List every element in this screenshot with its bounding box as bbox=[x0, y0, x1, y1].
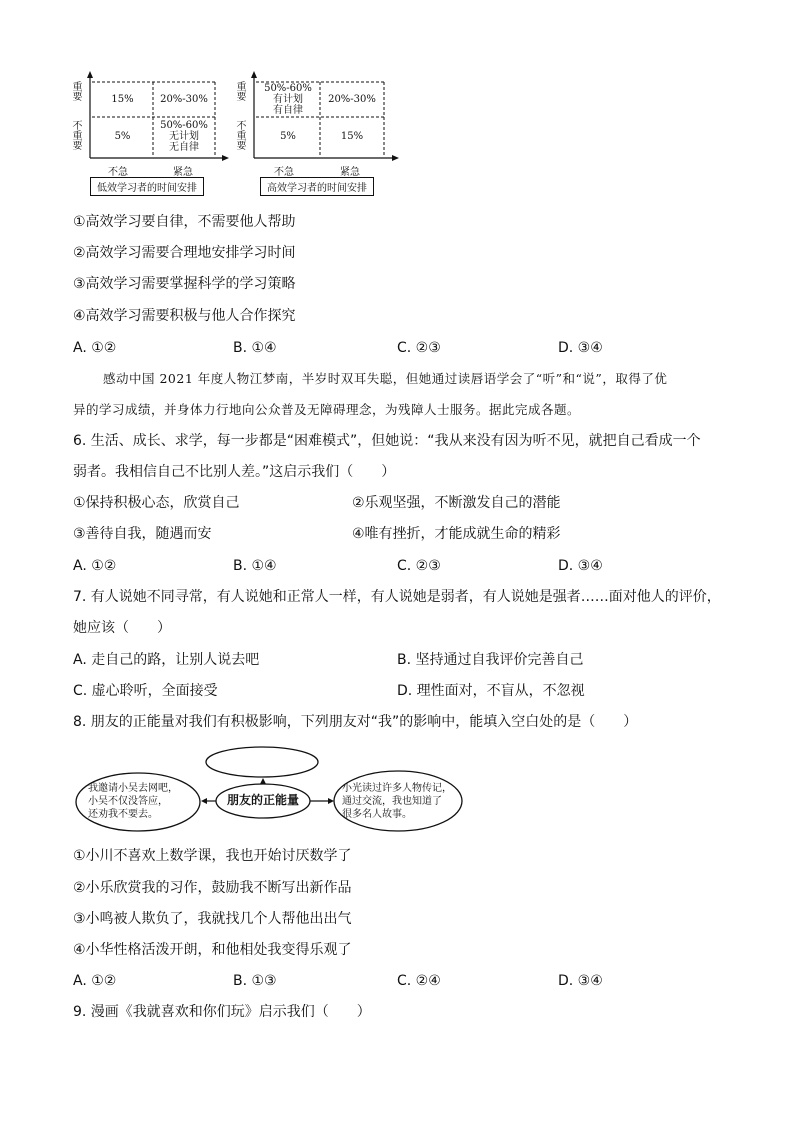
q6-option-d[interactable]: D. ③④ bbox=[558, 558, 603, 574]
x-label-urgent: 紧急 bbox=[173, 167, 193, 178]
cell-line: 无自律 bbox=[169, 142, 199, 153]
q7-option-d[interactable]: D. 理性面对，不盲从，不忽视 bbox=[397, 683, 585, 699]
cell-unimportant-not-urgent: 5% bbox=[280, 131, 296, 142]
diagram-left-line: 我邀请小吴去网吧， bbox=[88, 783, 178, 794]
q8-option-a[interactable]: A. ①② bbox=[73, 973, 117, 989]
q8-statement-2: ②小乐欣赏我的习作，鼓励我不断写出新作品 bbox=[73, 880, 352, 896]
passage-line-2: 异的学习成绩，并身体力行地向公众普及无障碍理念，为残障人士服务。据此完成各题。 bbox=[73, 402, 581, 417]
q8-stem: 8. 朋友的正能量对我们有积极影响，下列朋友对“我”的影响中，能填入空白处的是（ ） bbox=[73, 714, 638, 730]
q6-stem-line-2: 弱者。我相信自己不比别人差。”这启示我们（ ） bbox=[73, 464, 396, 480]
cell-unimportant-not-urgent: 5% bbox=[114, 131, 131, 142]
cell-important-urgent: 20%-30% bbox=[160, 94, 208, 105]
diagram-left-line: 小吴不仅没答应， bbox=[88, 796, 168, 807]
diagram-left-text bbox=[88, 782, 198, 821]
q6-statement-4: ④唯有挫折，才能成就生命的精彩 bbox=[352, 526, 561, 542]
cell-important-not-urgent: 15% bbox=[111, 94, 134, 105]
q8-statement-1: ①小川不喜欢上数学课，我也开始讨厌数学了 bbox=[73, 848, 352, 864]
passage-line-1: 感动中国 2021 年度人物江梦南，半岁时双耳失聪，但她通过读唇语学会了“听”和“说”，取得了优 bbox=[103, 371, 668, 386]
q8-statement-4: ④小华性格活泼开朗，和他相处我变得乐观了 bbox=[73, 942, 352, 958]
q5-statement-1: ①高效学习要自律，不需要他人帮助 bbox=[73, 214, 296, 230]
q5-option-c[interactable]: C. ②③ bbox=[397, 340, 441, 356]
q8-option-d[interactable]: D. ③④ bbox=[558, 973, 603, 989]
q6-option-b[interactable]: B. ①④ bbox=[233, 558, 277, 574]
matrix-high-caption: 高效学习者的时间安排 bbox=[260, 177, 374, 196]
q8-diagram bbox=[70, 742, 470, 842]
cell-line: 有自律 bbox=[273, 105, 303, 116]
q5-option-b[interactable]: B. ①④ bbox=[233, 340, 277, 356]
q5-statement-2: ②高效学习需要合理地安排学习时间 bbox=[73, 245, 296, 261]
cell-important-urgent: 20%-30% bbox=[328, 94, 376, 105]
diagram-right-line: 很多名人故事。 bbox=[342, 809, 412, 820]
diagram-right-line: 小光读过许多人物传记， bbox=[342, 783, 452, 794]
cell-line: 无计划 bbox=[169, 131, 199, 142]
cell-unimportant-urgent bbox=[153, 117, 215, 156]
q6-option-a[interactable]: A. ①② bbox=[73, 558, 117, 574]
cell-unimportant-urgent: 15% bbox=[340, 131, 364, 142]
q9-stem: 9. 漫画《我就喜欢和你们玩》启示我们（ ） bbox=[73, 1004, 371, 1020]
diagram-left-line: 还劝我不要去。 bbox=[88, 809, 158, 820]
x-label-urgent: 紧急 bbox=[340, 167, 360, 178]
q8-option-c[interactable]: C. ②④ bbox=[397, 973, 441, 989]
q5-statement-4: ④高效学习需要积极与他人合作探究 bbox=[73, 308, 296, 324]
matrix-low-caption: 低效学习者的时间安排 bbox=[90, 177, 204, 196]
q6-statement-3: ③善待自我，随遇而安 bbox=[73, 526, 212, 542]
q7-option-b[interactable]: B. 坚持通过自我评价完善自己 bbox=[397, 652, 584, 668]
cell-line: 50%-60% bbox=[264, 83, 312, 94]
q8-statement-3: ③小鸣被人欺负了，我就找几个人帮他出出气 bbox=[73, 911, 352, 927]
y-label-important: 重要 bbox=[236, 82, 247, 103]
x-label-not-urgent: 不急 bbox=[108, 167, 128, 178]
q7-stem-line-1: 7. 有人说她不同寻常，有人说她和正常人一样，有人说她是弱者，有人说她是强者……面对他人的评价， bbox=[73, 589, 721, 605]
y-label-unimportant: 不重要 bbox=[236, 121, 247, 152]
y-label-unimportant: 不重要 bbox=[72, 121, 83, 152]
q5-option-a[interactable]: A. ①② bbox=[73, 340, 117, 356]
diagram-right-text bbox=[342, 782, 462, 821]
q6-statement-1: ①保持积极心态，欣赏自己 bbox=[73, 495, 240, 511]
q8-option-b[interactable]: B. ①③ bbox=[233, 973, 277, 989]
q7-option-a[interactable]: A. 走自己的路，让别人说去吧 bbox=[73, 652, 260, 668]
blank-ellipse bbox=[206, 747, 318, 777]
diagram-right-line: 通过交流，我也知道了 bbox=[342, 796, 442, 807]
cell-line: 有计划 bbox=[273, 94, 303, 105]
q6-option-c[interactable]: C. ②③ bbox=[397, 558, 441, 574]
q7-stem-line-2: 她应该（ ） bbox=[73, 620, 171, 636]
x-label-not-urgent: 不急 bbox=[274, 167, 294, 178]
q5-statement-3: ③高效学习需要掌握科学的学习策略 bbox=[73, 276, 296, 292]
cell-important-not-urgent bbox=[256, 82, 320, 117]
q6-stem-line-1: 6. 生活、成长、求学，每一步都是“困难模式”，但她说：“我从来没有因为听不见，就把自己看成一个 bbox=[73, 433, 701, 449]
q5-option-d[interactable]: D. ③④ bbox=[558, 340, 603, 356]
y-label-important: 重要 bbox=[72, 82, 83, 103]
q6-statement-2: ②乐观坚强，不断激发自己的潜能 bbox=[352, 495, 561, 511]
cell-line: 50%-60% bbox=[160, 120, 208, 131]
diagram-center-label: 朋友的正能量 bbox=[226, 793, 299, 807]
matrix-low-efficiency bbox=[70, 70, 230, 196]
matrix-high-efficiency bbox=[234, 70, 404, 196]
q7-option-c[interactable]: C. 虚心聆听，全面接受 bbox=[73, 683, 218, 699]
